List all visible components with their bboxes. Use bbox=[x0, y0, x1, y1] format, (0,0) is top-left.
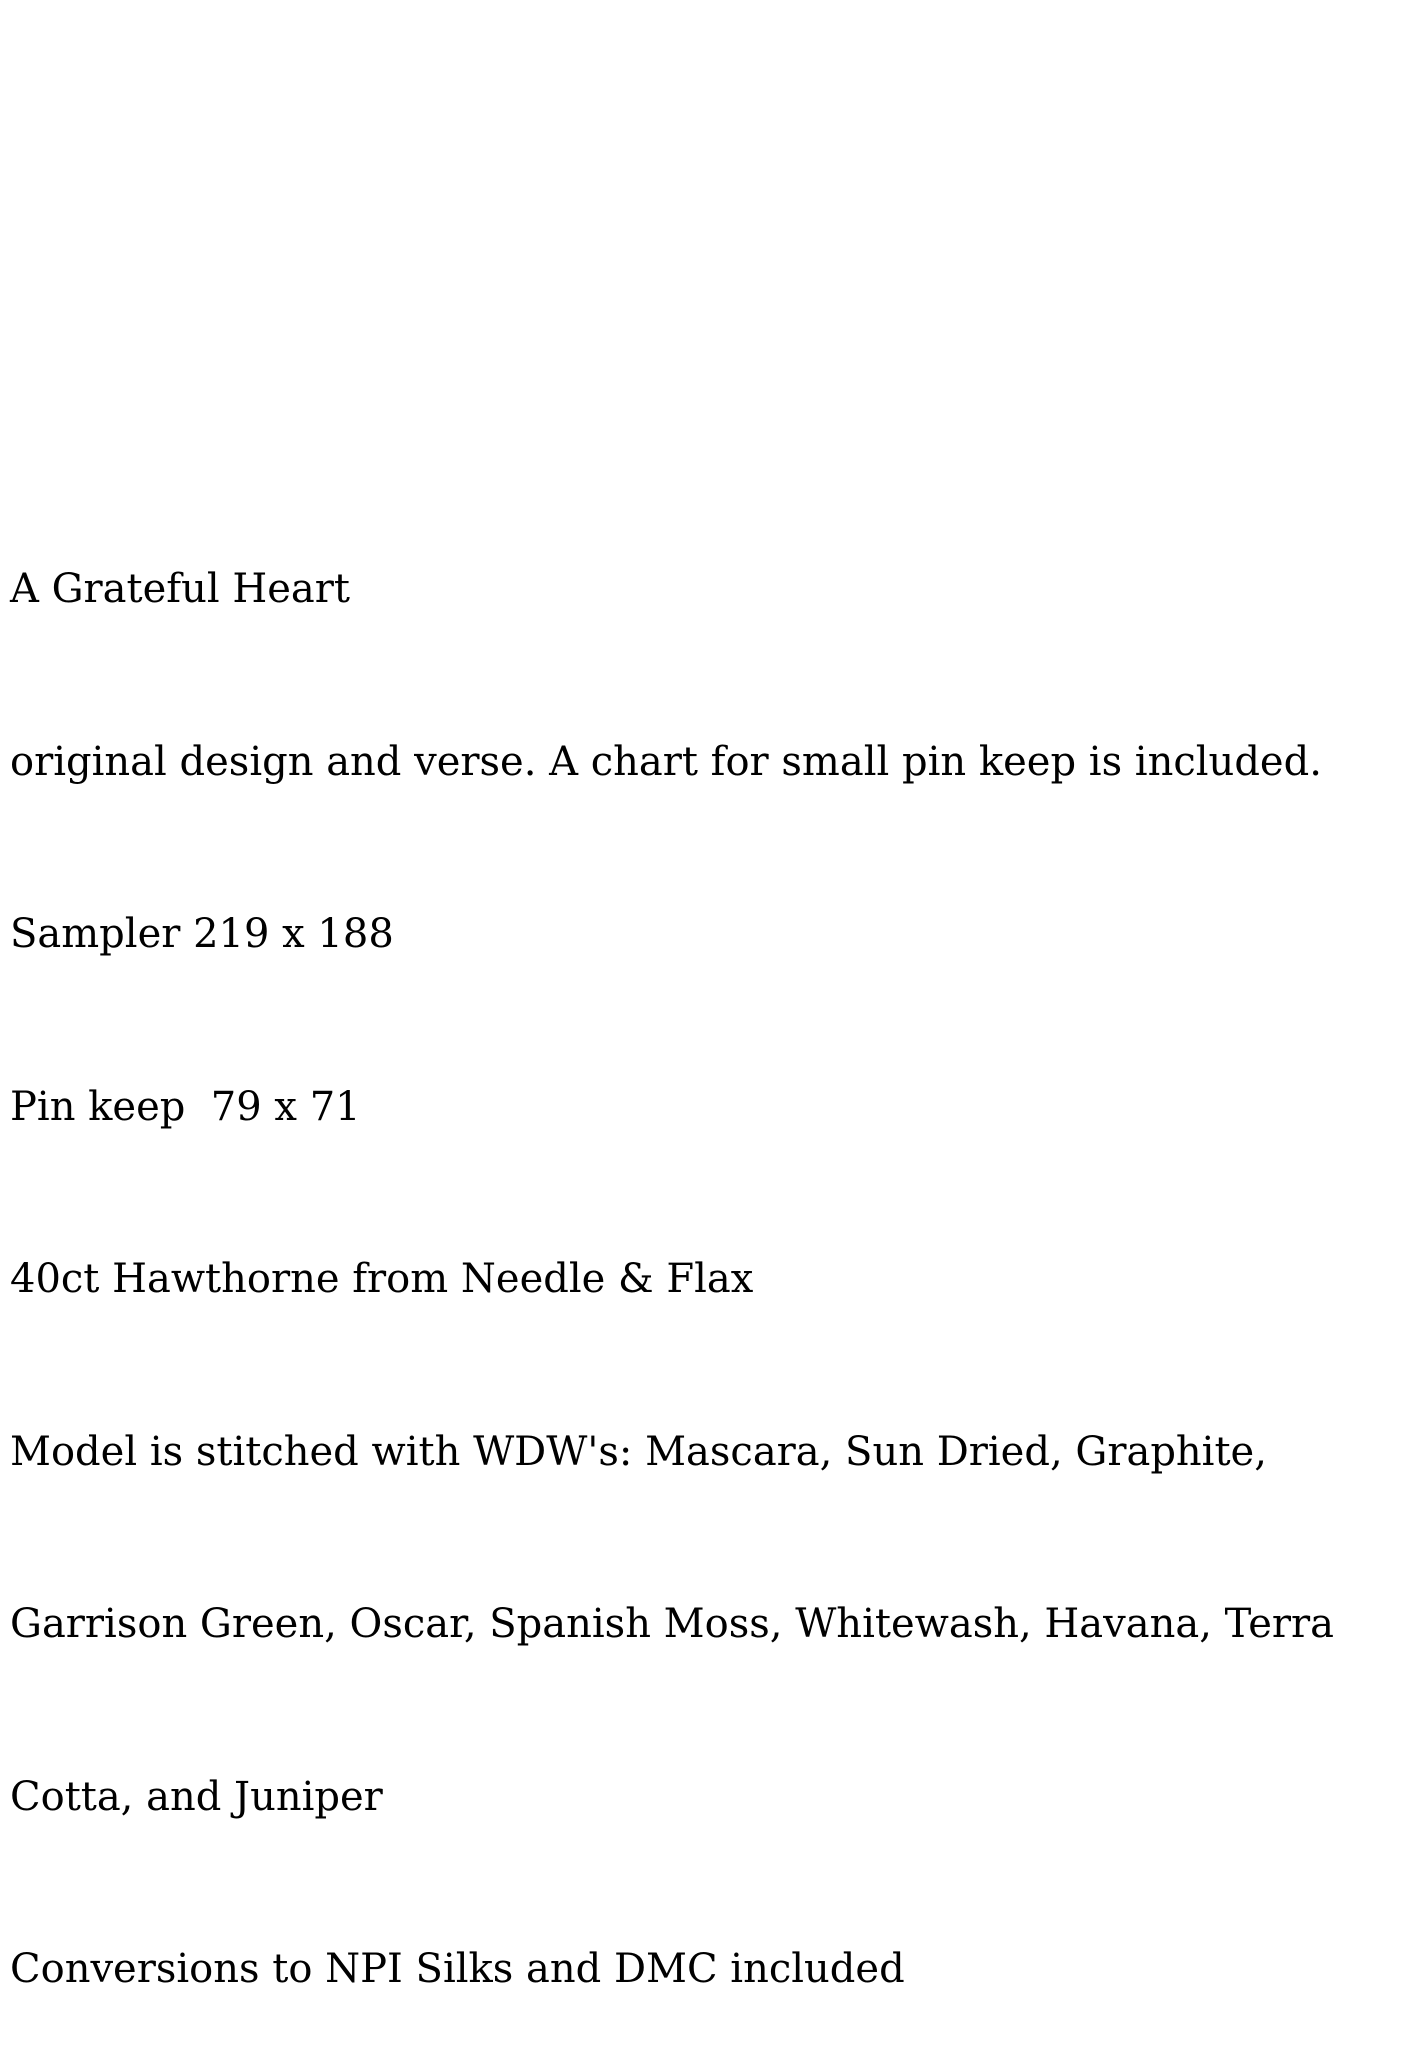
threads-text-line-2: Garrison Green, Oscar, Spanish Moss, Whitewash, Havana, Terra bbox=[10, 1601, 1334, 1647]
threads-text-line-3: Cotta, and Juniper bbox=[10, 1773, 383, 1820]
conversions-text: Conversions to NPI Silks and DMC included bbox=[10, 1946, 905, 1992]
description-text: original design and verse. A chart for small pin keep is included. bbox=[10, 738, 1322, 785]
document-body bbox=[10, 446, 1400, 2056]
pinkeep-size-text: Pin keep 79 x 71 bbox=[10, 1083, 361, 1130]
fabric-text: 40ct Hawthorne from Needle & Flax bbox=[10, 1256, 754, 1302]
threads-text-line-1: Model is stitched with WDW's: Mascara, Sun Dried, Graphite, bbox=[10, 1428, 1267, 1475]
document-title: A Grateful Heart bbox=[10, 566, 350, 612]
sampler-size-text: Sampler 219 x 188 bbox=[10, 911, 394, 957]
